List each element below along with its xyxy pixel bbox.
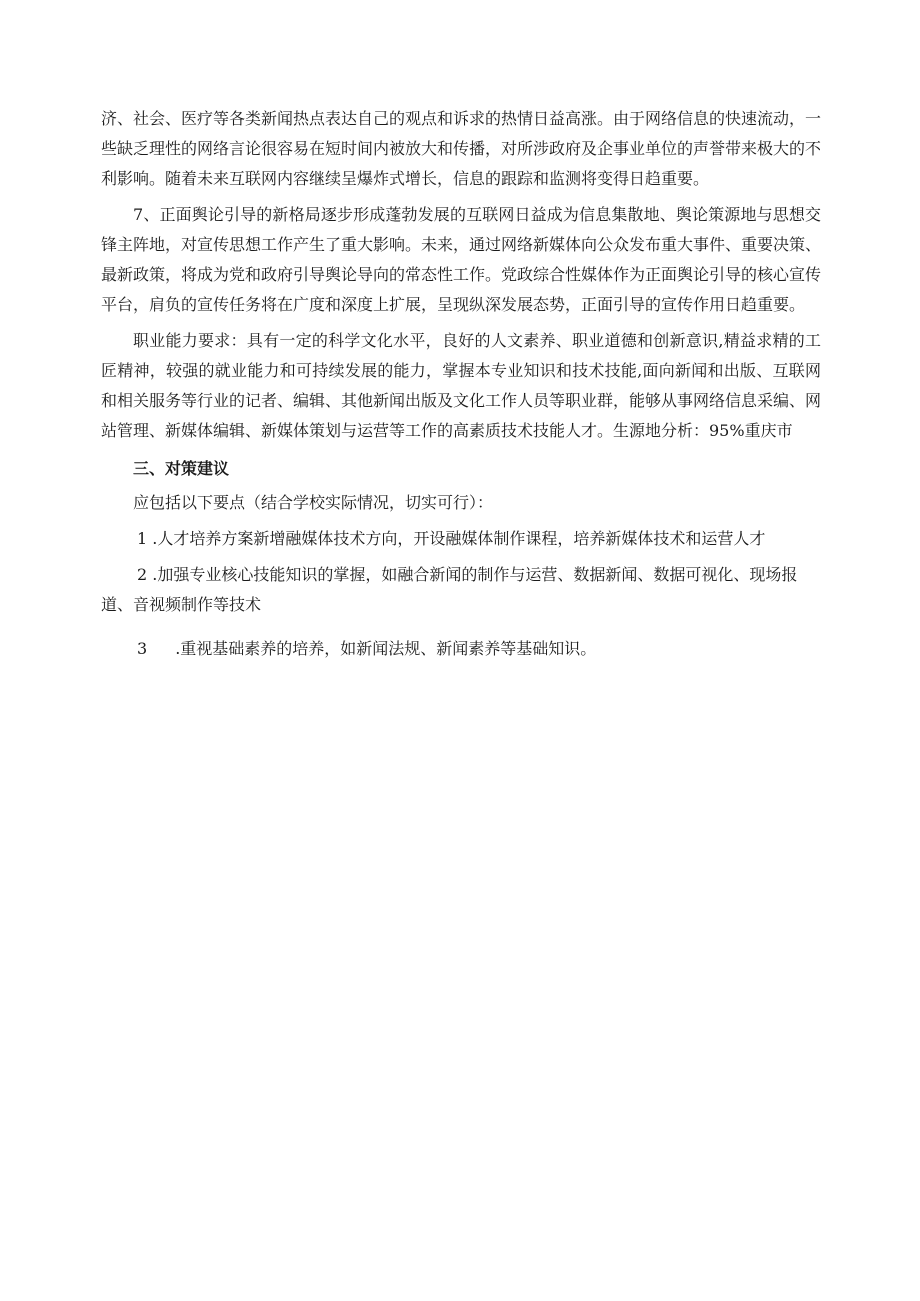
list-item-text: .重视基础素养的培养，如新闻法规、新闻素养等基础知识。 [175, 639, 597, 658]
intro-text: 应包括以下要点（结合学校实际情况，切实可行）： [133, 493, 494, 512]
list-item-text: .加强专业核心技能知识的掌握，如融合新闻的制作与运营、数据新闻、数据可视化、现场报道、音视频制作等技术 [101, 565, 798, 614]
list-item-number: 2 [137, 565, 148, 584]
paragraph-news-hotspots: 济、社会、医疗等各类新闻热点表达自己的观点和诉求的热情日益高涨。由于网络信息的快速流动，一些缺乏理性的网络言论很容易在短时间内被放大和传播，对所涉政府及企事业单位的声誉带来极大的不利影响。随着未来互联网内容继续呈爆炸式增长，信息的跟踪和监测将变得日趋重要。 [101, 109, 822, 188]
list-item [101, 634, 821, 664]
paragraph-career-requirements: 职业能力要求：具有一定的科学文化水平，良好的人文素养、职业道德和创新意识,精益求精的工匠精神，较强的就业能力和可持续发展的能力，掌握本专业知识和技术技能,面向新闻和出版、互联网和相关服务等行业的记者、编辑、其他新闻出版及文化工作人员等职业群，能够从事网络信息采编、网站管理、新媒体编辑、新媒体策划与运营等工作的高素质技术技能人才。生源地分析：95%重庆市 [101, 331, 822, 440]
list-item-number: 3 [137, 639, 148, 658]
list-item [101, 560, 821, 620]
document-body [101, 104, 821, 664]
list-item-text: .人才培养方案新增融媒体技术方向，开设融媒体制作课程，培养新媒体技术和运营人才 [152, 529, 766, 548]
section-heading: 三、对策建议 [133, 459, 230, 478]
list-item-number: 1 [137, 529, 148, 548]
paragraph-public-opinion: 7、正面舆论引导的新格局逐步形成蓬勃发展的互联网日益成为信息集散地、舆论策源地与思想交锋主阵地，对宣传思想工作产生了重大影响。未来，通过网络新媒体向公众发布重大事件、重要决策、最新政策，将成为党和政府引导舆论导向的常态性工作。党政综合性媒体作为正面舆论引导的核心宣传平台，肩负的宣传任务将在广度和深度上扩展，呈现纵深发展态势，正面引导的宣传作用日趋重要。 [101, 205, 822, 314]
list-item [101, 524, 821, 554]
